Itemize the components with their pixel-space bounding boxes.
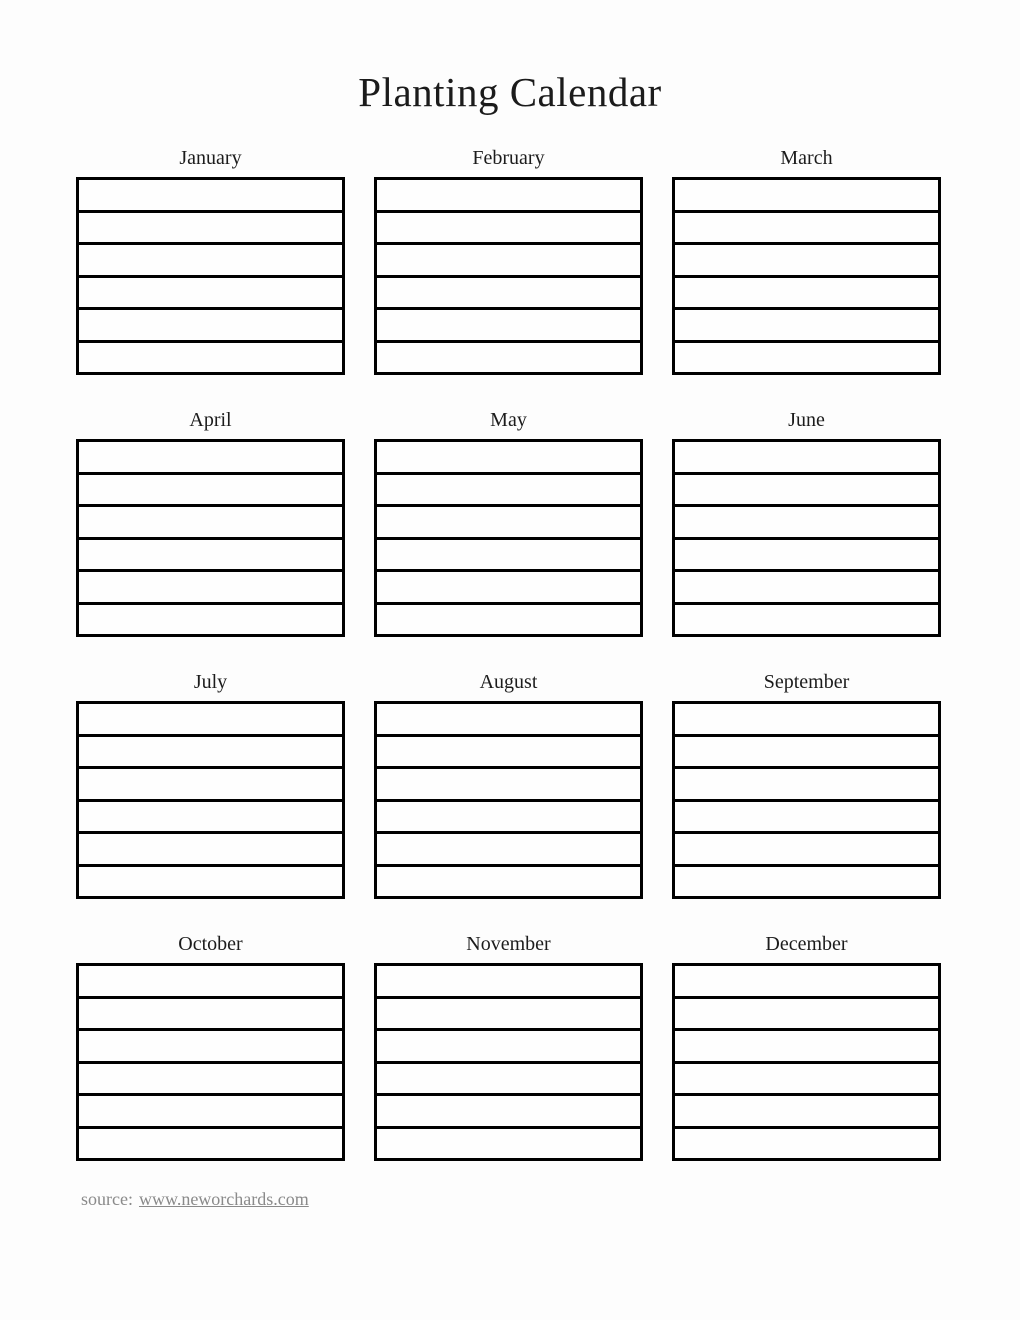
month-block — [374, 933, 643, 1161]
month-row — [79, 540, 342, 573]
month-row — [377, 1031, 640, 1064]
month-title: September — [763, 671, 850, 694]
month-title: February — [472, 147, 545, 170]
source-line — [81, 1189, 1020, 1210]
month-row — [675, 572, 938, 605]
month-row — [675, 245, 938, 278]
month-block — [374, 147, 643, 375]
month-table — [672, 701, 941, 899]
month-table — [76, 963, 345, 1161]
month-row — [377, 769, 640, 802]
month-row — [675, 605, 938, 635]
month-row — [377, 343, 640, 373]
month-row — [377, 999, 640, 1032]
month-title: October — [178, 933, 243, 956]
month-block — [76, 409, 345, 637]
month-row — [79, 704, 342, 737]
month-row — [675, 475, 938, 508]
month-block — [76, 933, 345, 1161]
month-block — [76, 671, 345, 899]
month-row — [675, 278, 938, 311]
month-row — [377, 310, 640, 343]
month-row — [79, 245, 342, 278]
month-row — [377, 180, 640, 213]
month-row — [79, 1031, 342, 1064]
month-title: July — [193, 671, 228, 694]
month-row — [377, 475, 640, 508]
month-row — [675, 180, 938, 213]
month-row — [377, 605, 640, 635]
month-row — [79, 572, 342, 605]
month-row — [675, 540, 938, 573]
month-row — [79, 605, 342, 635]
month-table — [374, 439, 643, 637]
month-row — [79, 442, 342, 475]
month-row — [675, 966, 938, 999]
month-row — [79, 278, 342, 311]
month-row — [79, 1064, 342, 1097]
month-row — [675, 213, 938, 246]
month-row — [79, 769, 342, 802]
month-row — [675, 507, 938, 540]
month-block — [672, 409, 941, 637]
month-table — [374, 177, 643, 375]
month-table — [672, 177, 941, 375]
month-row — [675, 343, 938, 373]
month-table — [374, 963, 643, 1161]
month-row — [79, 343, 342, 373]
source-label: source: — [81, 1189, 133, 1210]
month-title: June — [788, 409, 825, 432]
month-table — [672, 963, 941, 1161]
month-row — [377, 704, 640, 737]
month-table — [374, 701, 643, 899]
month-row — [377, 213, 640, 246]
month-title: May — [490, 409, 527, 432]
month-block — [672, 671, 941, 899]
month-row — [79, 180, 342, 213]
month-row — [377, 802, 640, 835]
month-row — [675, 999, 938, 1032]
month-row — [675, 704, 938, 737]
month-row — [79, 1096, 342, 1129]
month-row — [79, 999, 342, 1032]
month-block — [374, 409, 643, 637]
month-table — [76, 701, 345, 899]
month-row — [377, 572, 640, 605]
month-row — [79, 213, 342, 246]
month-row — [79, 310, 342, 343]
month-row — [377, 1096, 640, 1129]
month-row — [377, 1064, 640, 1097]
month-title: November — [466, 933, 551, 956]
month-row — [377, 540, 640, 573]
month-title: January — [179, 147, 242, 170]
month-row — [675, 834, 938, 867]
month-row — [377, 507, 640, 540]
month-row — [79, 475, 342, 508]
month-title: August — [479, 671, 538, 694]
month-row — [675, 310, 938, 343]
month-block — [76, 147, 345, 375]
month-row — [377, 245, 640, 278]
month-row — [377, 278, 640, 311]
month-row — [675, 867, 938, 897]
month-row — [79, 834, 342, 867]
month-row — [79, 1129, 342, 1159]
month-row — [675, 442, 938, 475]
month-row — [377, 737, 640, 770]
month-row — [675, 1064, 938, 1097]
month-title: December — [765, 933, 848, 956]
month-block — [672, 147, 941, 375]
page-title: Planting Calendar — [358, 69, 662, 115]
month-row — [79, 507, 342, 540]
month-row — [675, 802, 938, 835]
month-block — [672, 933, 941, 1161]
month-row — [79, 966, 342, 999]
month-row — [377, 1129, 640, 1159]
month-title: April — [189, 409, 232, 432]
month-title: March — [780, 147, 833, 170]
month-block — [374, 671, 643, 899]
month-row — [675, 769, 938, 802]
month-row — [675, 1031, 938, 1064]
month-row — [675, 1129, 938, 1159]
month-row — [377, 867, 640, 897]
month-table — [76, 177, 345, 375]
source-link[interactable]: www.neworchards.com — [138, 1189, 309, 1210]
month-table — [672, 439, 941, 637]
month-row — [79, 802, 342, 835]
months-grid — [76, 147, 942, 1161]
month-row — [377, 442, 640, 475]
month-row — [79, 867, 342, 897]
month-table — [76, 439, 345, 637]
month-row — [675, 737, 938, 770]
month-row — [79, 737, 342, 770]
month-row — [377, 834, 640, 867]
month-row — [675, 1096, 938, 1129]
month-row — [377, 966, 640, 999]
